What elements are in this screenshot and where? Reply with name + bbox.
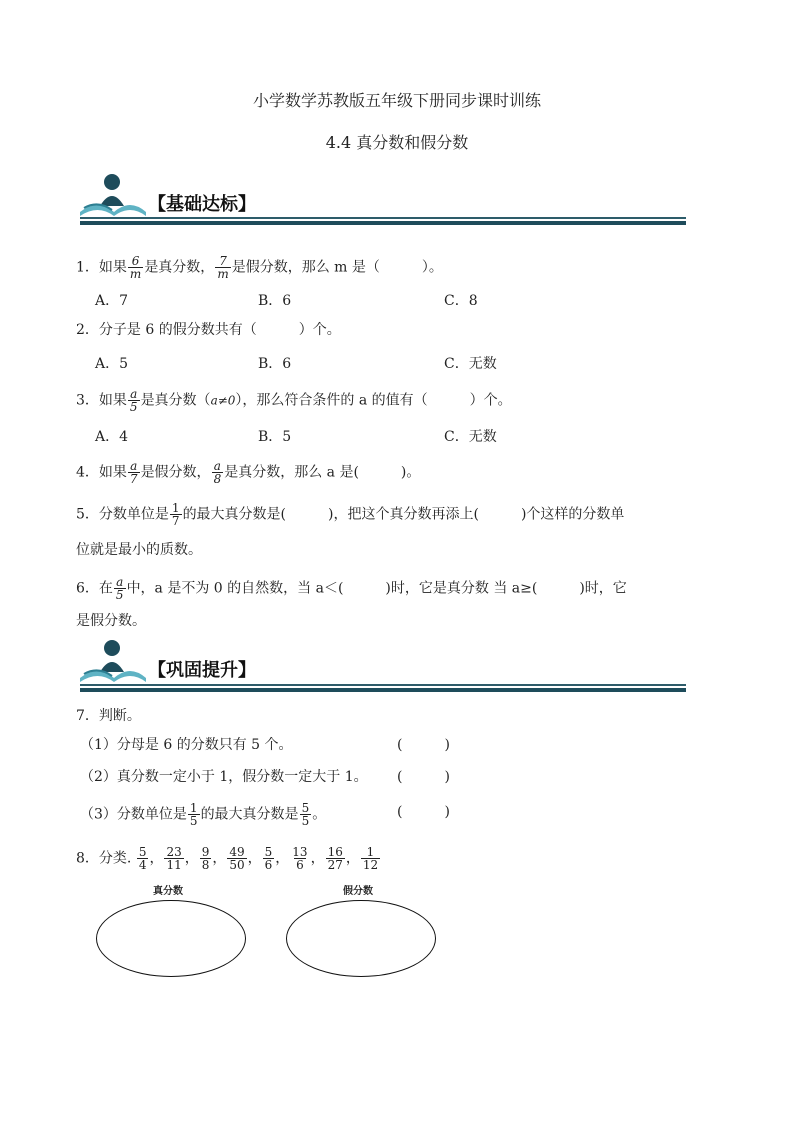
option-a: A．5 xyxy=(95,356,129,372)
fraction: $\frac{13}{6}$ xyxy=(292,845,308,872)
fraction: $\frac{a}{5}$ xyxy=(129,387,138,414)
fraction: $\frac{5}{6}$ xyxy=(264,845,273,872)
improper-fraction-oval xyxy=(286,900,436,977)
fraction: $\frac{1}{7}$ xyxy=(171,501,180,528)
fraction: $\frac{1}{12}$ xyxy=(362,845,379,872)
question-5-continued: 位就是最小的质数。 xyxy=(76,542,202,558)
page-subtitle: 4.4 真分数和假分数 xyxy=(325,133,469,152)
answer-paren: ( ) xyxy=(397,769,450,785)
question-6: 6．在 $\frac{a}{5}$ 中，a 是不为 0 的自然数，当 a＜( )时，它是真分数 当 a≥( )时，它 xyxy=(76,575,627,602)
proper-fraction-label: 真分数 xyxy=(153,886,183,897)
option-c: C．8 xyxy=(444,293,478,309)
option-b: B．6 xyxy=(258,293,292,309)
option-c: C．无数 xyxy=(444,429,497,445)
question-6-continued: 是假分数。 xyxy=(76,613,146,629)
fraction: $\frac{16}{27}$ xyxy=(327,845,343,872)
answer-paren: ( ) xyxy=(397,737,450,753)
question-8: 8．分类. $\frac{5}{4}$ ， $\frac{23}{11}$ ， $\frac{9}{8}$ ， $\frac{49}{50}$ ， $\frac{5}{6}$ ， $\frac{13}{6}$ ， $\frac{16}{27}$ ， $\frac{1}{12}$ xyxy=(76,845,379,872)
option-b: B．5 xyxy=(258,429,292,445)
option-b: B．6 xyxy=(258,356,292,372)
question-7: 7．判断。 xyxy=(76,708,141,724)
section-title-advanced: 【巩固提升】 xyxy=(148,660,256,681)
fraction: $\frac{23}{11}$ xyxy=(166,845,182,872)
fraction: $\frac{5}{5}$ xyxy=(301,801,310,828)
page-title: 小学数学苏教版五年级下册同步课时训练 xyxy=(252,91,541,110)
reader-book-icon xyxy=(78,172,148,218)
question-3: 3．如果 $\frac{a}{5}$ 是真分数（a≠0），那么符合条件的 a 的值有（ ）个。 xyxy=(76,387,512,414)
proper-fraction-oval xyxy=(96,900,246,977)
option-a: A．4 xyxy=(95,429,129,445)
option-c: C．无数 xyxy=(444,356,497,372)
improper-fraction-label: 假分数 xyxy=(343,886,373,897)
fraction: $\frac{a}{5}$ xyxy=(115,575,124,602)
fraction: $\frac{9}{8}$ xyxy=(201,845,210,872)
fraction: $\frac{6}{m}$ xyxy=(129,254,142,281)
section-title-basic: 【基础达标】 xyxy=(148,194,256,215)
section-rule-bold xyxy=(80,688,686,692)
fraction: $\frac{a}{7}$ xyxy=(129,459,138,486)
question-5: 5．分数单位是 $\frac{1}{7}$ 的最大真分数是( )，把这个真分数再添上( )个这样的分数单 xyxy=(76,501,625,528)
judge-statement-3: （3）分数单位是 $\frac{1}{5}$ 的最大真分数是 $\frac{5}{5}$ 。 xyxy=(80,801,327,828)
section-rule xyxy=(80,217,686,219)
section-rule xyxy=(80,684,686,686)
judge-statement-2: （2）真分数一定小于 1，假分数一定大于 1。 xyxy=(80,769,368,785)
fraction: $\frac{5}{4}$ xyxy=(138,845,147,872)
fraction: $\frac{1}{5}$ xyxy=(189,801,198,828)
fraction: $\frac{7}{m}$ xyxy=(217,254,229,281)
fraction: $\frac{a}{8}$ xyxy=(213,459,222,486)
reader-book-icon xyxy=(78,638,148,684)
option-a: A．7 xyxy=(95,293,129,309)
fraction: $\frac{49}{50}$ xyxy=(229,845,245,872)
question-2: 2．分子是 6 的假分数共有（ ）个。 xyxy=(76,322,341,338)
question-4: 4．如果 $\frac{a}{7}$ 是假分数， $\frac{a}{8}$ 是真分数，那么 a 是( )。 xyxy=(76,459,421,486)
question-1: 1．如果 $\frac{6}{m}$ 是真分数， $\frac{7}{m}$ 是假分数，那么 m 是（ ）。 xyxy=(76,254,443,281)
answer-paren: ( ) xyxy=(397,804,450,820)
judge-statement-1: （1）分母是 6 的分数只有 5 个。 xyxy=(80,737,293,753)
section-rule-bold xyxy=(80,221,686,225)
